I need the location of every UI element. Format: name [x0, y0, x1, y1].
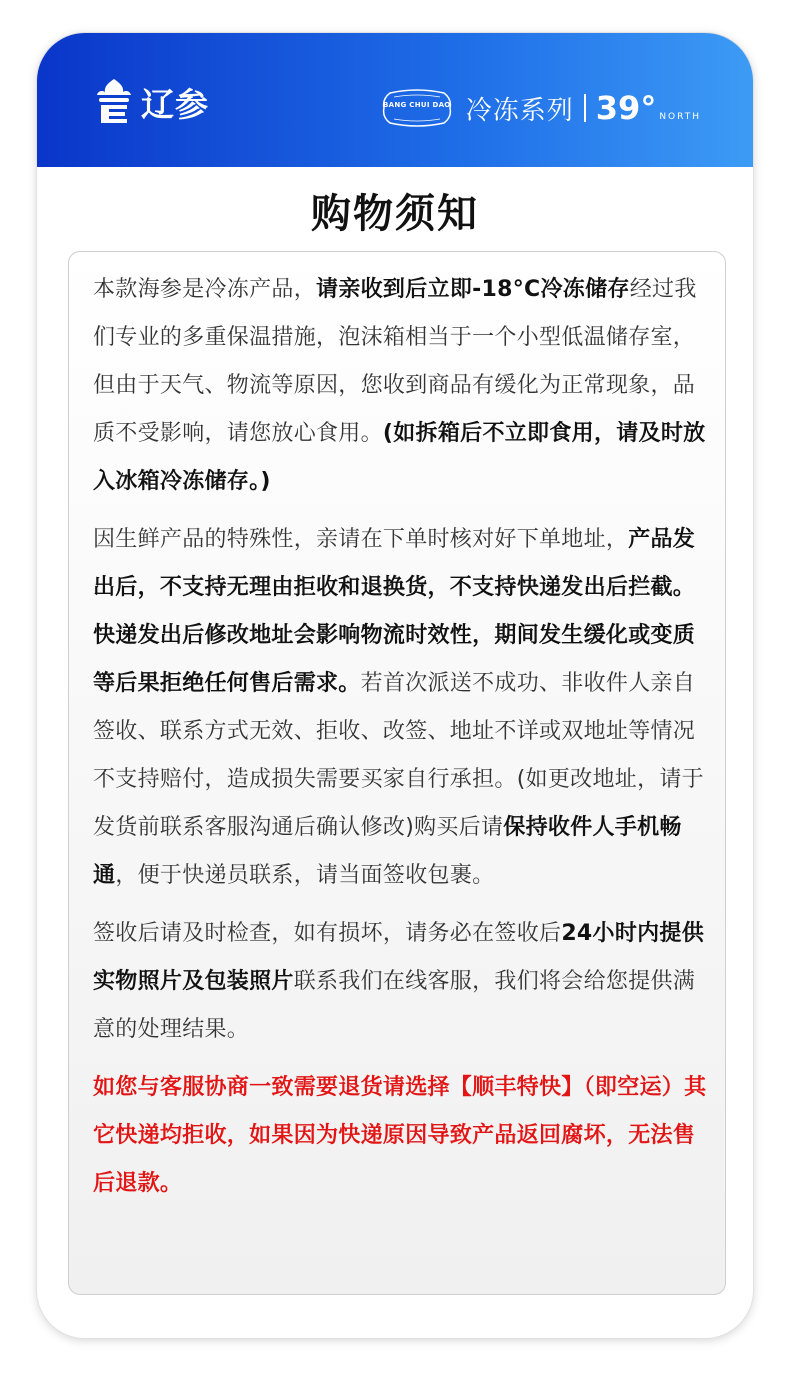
series-info	[380, 89, 701, 127]
shipping-detail: 若首次派送不成功、非收件人亲自签收、联系方式无效、拒收、改签、地址不详或双地址等情况不支持赔付，造成损失需要买家自行承担。(如更改地址，请于发货前联系客服沟通后确认修改)购买后请	[93, 671, 704, 840]
bang-chui-dao-badge	[380, 89, 454, 127]
brand-logo-icon	[95, 77, 133, 127]
badge-text: BANG CHUI DAO	[382, 101, 451, 109]
shipping-paragraph	[93, 516, 710, 900]
north-label: NORTH	[659, 112, 701, 122]
inspection-paragraph	[93, 910, 710, 1054]
storage-paragraph	[93, 266, 710, 506]
page-title: 购物须知	[311, 191, 479, 237]
series-name: 冷冻系列	[465, 95, 574, 126]
shipping-intro: 因生鲜产品的特殊性，亲请在下单时核对好下单地址，	[93, 527, 629, 552]
storage-emphasis: 请亲收到后立即-18°C冷冻储存	[316, 277, 630, 302]
latitude-mark	[595, 89, 701, 127]
series-divider	[584, 94, 586, 122]
latitude-number: 39°	[595, 89, 657, 127]
brand	[95, 77, 209, 127]
notice-card	[37, 33, 753, 1338]
inspection-intro: 签收后请及时检查，如有损坏，请务必在签收后	[93, 921, 562, 946]
storage-intro: 本款海参是冷冻产品，	[93, 277, 317, 302]
storage-note: (如拆箱后不立即食用，请及时放入冰箱冷冻储存。)	[93, 421, 706, 494]
shipping-closing: ，便于快递员联系，请当面签收包裹。	[115, 863, 495, 888]
storage-detail: 经过我们专业的多重保温措施，泡沫箱相当于一个小型低温储存室，但由于天气、物流等原因，您收到商品有缓化为正常现象，品质不受影响，请您放心食用。	[93, 277, 697, 446]
shipping-policy: 产品发出后，不支持无理由拒收和退换货，不支持快递发出后拦截。快递发出后修改地址会影响物流时效性，期间发生缓化或变质等后果拒绝任何售后需求。	[93, 527, 696, 696]
notice-content	[68, 251, 726, 1295]
inspection-closing: 联系我们在线客服，我们将会给您提供满意的处理结果。	[93, 969, 696, 1042]
shipping-phone-emphasis: 保持收件人手机畅通	[93, 815, 682, 888]
brand-header	[37, 33, 753, 167]
return-warning: 如您与客服协商一致需要退货请选择【顺丰特快】（即空运）其它快递均拒收，如果因为快递原因导致产品返回腐坏，无法售后退款。	[93, 1075, 707, 1196]
brand-name: 辽参	[141, 84, 209, 124]
inspection-emphasis: 24小时内提供实物照片及包装照片	[93, 921, 705, 994]
